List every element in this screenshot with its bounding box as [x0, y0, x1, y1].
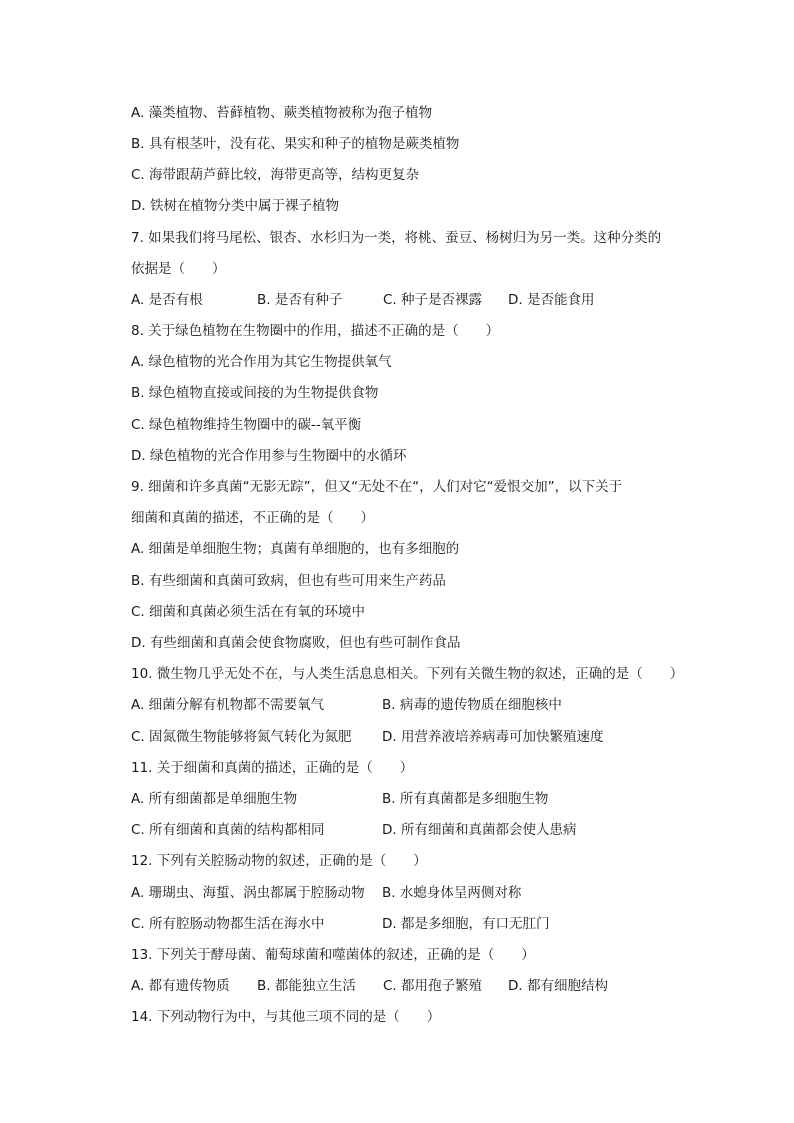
q7-option-c: C. 种子是否裸露 [383, 292, 483, 308]
q8-option-b: B. 绿色植物直接或间接的为生物提供食物 [131, 385, 379, 401]
q10-option-b: B. 病毒的遗传物质在细胞核中 [382, 697, 562, 713]
q9-stem-line1: 9. 细菌和许多真菌“无影无踪”，但又“无处不在“，人们对它“爱恨交加”，以下关于 [131, 479, 623, 495]
q8-stem: 8. 关于绿色植物在生物圈中的作用，描述不正确的是（ ） [131, 323, 500, 339]
q11-stem: 11. 关于细菌和真菌的描述，正确的是（ ） [131, 760, 414, 776]
q6-option-b: B. 具有根茎叶，没有花、果实和种子的植物是蕨类植物 [131, 136, 460, 152]
q13-option-b: B. 都能独立生活 [257, 978, 356, 994]
q7-option-a: A. 是否有根 [131, 292, 203, 308]
q10-option-a: A. 细菌分解有机物都不需要氧气 [131, 697, 325, 713]
q9-option-a: A. 细菌是单细胞生物；真菌有单细胞的，也有多细胞的 [131, 541, 460, 557]
q9-option-c: C. 细菌和真菌必须生活在有氧的环境中 [131, 604, 366, 620]
q12-option-b: B. 水螅身体呈两侧对称 [382, 885, 522, 901]
q9-option-b: B. 有些细菌和真菌可致病，但也有些可用来生产药品 [131, 573, 446, 589]
q7-stem-line2: 依据是（ ） [131, 261, 226, 277]
q13-stem: 13. 下列关于酵母菌、葡萄球菌和噬菌体的叙述，正确的是（ ） [131, 947, 535, 963]
q6-option-d: D. 铁树在植物分类中属于裸子植物 [131, 198, 339, 214]
q7-option-d: D. 是否能食用 [508, 292, 595, 308]
q9-option-d: D. 有些细菌和真菌会使食物腐败，但也有些可制作食品 [131, 635, 461, 651]
q13-option-a: A. 都有遗传物质 [131, 978, 230, 994]
q10-option-c: C. 固氮微生物能够将氮气转化为氮肥 [131, 729, 352, 745]
q7-option-b: B. 是否有种子 [257, 292, 343, 308]
q6-option-c: C. 海带跟葫芦藓比较，海带更高等，结构更复杂 [131, 167, 420, 183]
q11-option-a: A. 所有细菌都是单细胞生物 [131, 791, 298, 807]
q12-option-a: A. 珊瑚虫、海蜇、涡虫都属于腔肠动物 [131, 885, 365, 901]
q10-option-d: D. 用营养液培养病毒可加快繁殖速度 [382, 729, 604, 745]
q7-stem-line1: 7. 如果我们将马尾松、银杏、水杉归为一类，将桃、蚕豆、杨树归为另一类。这种分类的 [131, 230, 662, 246]
q10-stem: 10. 微生物几乎无处不在，与人类生活息息相关。下列有关微生物的叙述，正确的是（ ） [131, 666, 684, 682]
q11-option-d: D. 所有细菌和真菌都会使人患病 [382, 822, 577, 838]
q12-option-c: C. 所有腔肠动物都生活在海水中 [131, 916, 325, 932]
q14-stem: 14. 下列动物行为中，与其他三项不同的是（ ） [131, 1009, 441, 1025]
q12-stem: 12. 下列有关腔肠动物的叙述，正确的是（ ） [131, 853, 427, 869]
q11-option-b: B. 所有真菌都是多细胞生物 [382, 791, 549, 807]
q8-option-d: D. 绿色植物的光合作用参与生物圈中的水循环 [131, 448, 407, 464]
q13-option-c: C. 都用孢子繁殖 [383, 978, 483, 994]
q8-option-a: A. 绿色植物的光合作用为其它生物提供氧气 [131, 354, 392, 370]
q11-option-c: C. 所有细菌和真菌的结构都相同 [131, 822, 325, 838]
q8-option-c: C. 绿色植物维持生物圈中的碳--氧平衡 [131, 417, 362, 433]
q12-option-d: D. 都是多细胞，有口无肛门 [382, 916, 550, 932]
q13-option-d: D. 都有细胞结构 [508, 978, 608, 994]
q6-option-a: A. 藻类植物、苔藓植物、蕨类植物被称为孢子植物 [131, 105, 433, 121]
q9-stem-line2: 细菌和真菌的描述，不正确的是（ ） [131, 510, 374, 526]
